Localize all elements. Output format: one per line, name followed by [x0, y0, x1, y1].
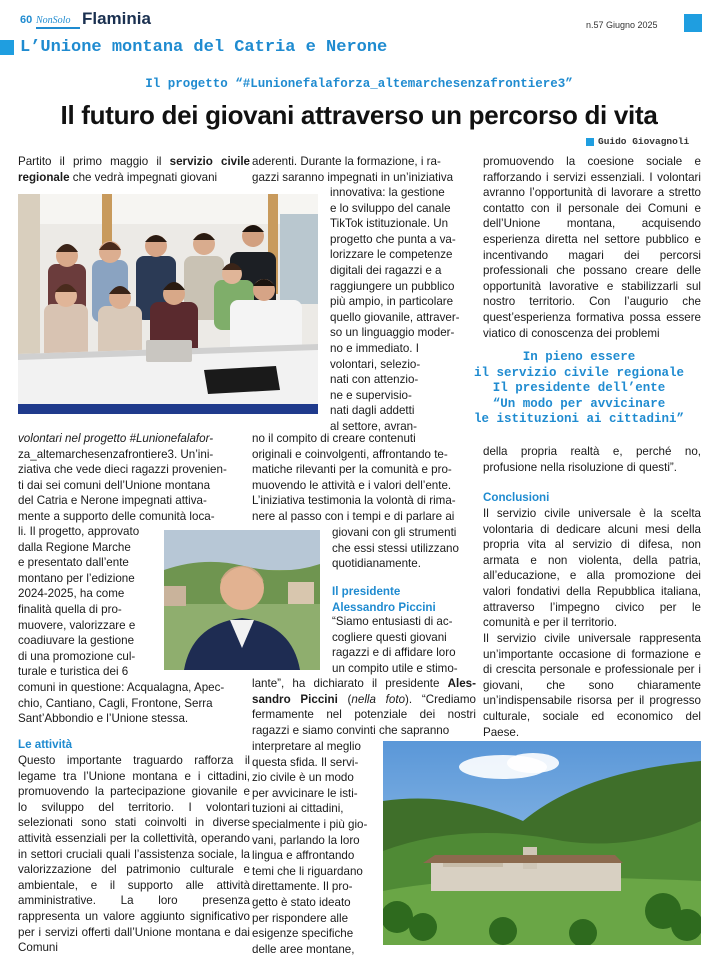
- brand-swoosh: [36, 27, 80, 29]
- col2-line: e lo sviluppo del canale: [330, 201, 451, 215]
- col2-line: esigenze specifiche: [252, 927, 354, 941]
- project-line: Il progetto “#Lunionefalaforza_altemarchesenzafrontiere3”: [145, 77, 573, 91]
- volunteers-group-photo: [18, 194, 318, 414]
- activity-heading: Le attività: [18, 738, 73, 751]
- col2-line: per rispondere alle: [252, 911, 349, 925]
- intro-paragraph: [18, 154, 250, 185]
- president-heading-line: Il presidente: [332, 585, 401, 598]
- monastery-landscape-photo: [383, 741, 701, 945]
- col2-line: vani, parlando la loro: [252, 833, 360, 847]
- statement-paren: (: [337, 692, 352, 706]
- conclusion-heading: Conclusioni: [483, 491, 550, 504]
- col2-line: originali e coinvolgenti, affrontando te-: [252, 447, 448, 461]
- col2-line: no il compito di creare contenuti: [252, 432, 416, 445]
- president-statement: [252, 676, 476, 738]
- intro-text-end: che vedrà impegnati giovani: [69, 170, 218, 184]
- col2-line: che essi stessi utilizzano: [332, 541, 459, 555]
- col1-line: muovere, valorizzare e: [18, 618, 136, 632]
- col2-line: aderenti. Durante la formazione, i ra-: [252, 155, 441, 168]
- col1-line: ziativa che vede dieci ragazzi provenien-: [18, 463, 227, 477]
- col2-line: specialmente i più gio-: [252, 817, 368, 831]
- col2-line: zio civile è un modo: [252, 771, 354, 785]
- col2-line: ragazzi e di affidare loro: [332, 646, 456, 660]
- col1-line: montano per l’edizione: [18, 571, 135, 585]
- col2-line: nere al passo con i tempi e di parlare ai: [252, 509, 455, 523]
- col2-line: delle aree montane,: [252, 942, 355, 956]
- pull-quote: [456, 350, 702, 428]
- col2-line: progetto che punta a va-: [330, 232, 456, 246]
- col2-line: TikTok istituzionale. Un: [330, 217, 449, 231]
- intro-bold: servizio civile regionale: [18, 155, 251, 184]
- col2-line: “Siamo entusiasti di ac-: [332, 615, 453, 628]
- brand-name: Flaminia: [82, 9, 151, 28]
- col2-line: L’iniziativa testimonia la volontà di rima-: [252, 494, 456, 508]
- col1-line: del Catria e Nerone impegnati attiva-: [18, 494, 207, 508]
- intro-text: Partito il primo maggio il: [18, 155, 170, 168]
- col2-line: lingua e affrontando: [252, 849, 355, 863]
- conclusion-text-1: Il servizio civile universale è la scelta volontaria di dedicare alcuni mesi della propria vita al servizio di difesa, non armata e non violenta, della patria, all’educazione, e alla promozione dei valori fondativi della Repubblica italiana, attraverso l’impegno civico per le comunità e per il territorio.: [483, 507, 701, 630]
- col2-line: tuzioni ai cittadini,: [252, 802, 344, 816]
- conclusion-text-2: Il servizio civile universale rappresenta un’importante occasione di formazione e di crescita personale e professionale per i giovani, che sono chiaramente un’indispensabile risorsa per il progresso culturale, sociale ed economico del Paese.: [483, 632, 701, 739]
- president-quote-wrap: [332, 614, 478, 676]
- col1-line: dalla Regione Marche: [18, 540, 131, 554]
- col2-line: interpretare al meglio: [252, 740, 361, 753]
- col2-bottom-wrap: [252, 739, 382, 957]
- col1-line: di una promozione cul-: [18, 649, 136, 663]
- col2-line: ne e supervisio-: [330, 388, 412, 402]
- col2-line: getto è stato ideato: [252, 895, 351, 909]
- col1-line: chio, Cantiano, Cagli, Frontone, Serra: [18, 696, 213, 710]
- col3-top-text: promuovendo la coesione sociale e rafforzando i servizi essenziali. I volontari avranno l’opportunità di lavorare a stretto contatto con il personale dei Comuni e dell’Unione montana, acquisendo esperienza diretta nel settore pubblico e incentivando magari dei percorsi professionali che possano creare delle opportunità lavorative e stabilizzarli sul nostro territorio. Con l’augurio che quest’esperienza formativa possa essere viatico di conoscenza dei problemi: [483, 155, 701, 340]
- col2-line: un compito utile e stimo-: [332, 661, 458, 675]
- author: Guido Giovagnoli: [598, 136, 690, 147]
- president-portrait-photo: [164, 530, 320, 670]
- pull-quote-line: Il presidente dell’ente: [492, 381, 666, 395]
- col2-line: volontari, selezio-: [330, 357, 421, 371]
- pull-quote-line: “Un modo per avvicinare: [492, 396, 666, 411]
- corner-square: [684, 14, 702, 32]
- col1-line: coadiuvare la gestione: [18, 634, 135, 648]
- col2-line: cogliere questi giovani: [332, 630, 447, 644]
- col1-line: e presentato dall’ente: [18, 556, 129, 570]
- col1-line: mente a supporto delle comunità loca-: [18, 509, 215, 523]
- col1-line: ti dai sei comuni dell’Unione montana: [18, 478, 211, 492]
- author-marker: [586, 138, 594, 146]
- col2-line: più ampio, in particolare: [330, 295, 454, 309]
- section-title: L’Unione montana del Catria e Nerone: [20, 38, 388, 57]
- col2-line: temi che li riguardano: [252, 864, 363, 878]
- col1-wrap-text: [18, 524, 168, 680]
- col1-line: 2024-2025, ha come: [18, 587, 125, 601]
- col2-line: muovendo le attività e i valori dell’ente.: [252, 478, 452, 492]
- col2-line: gazzi saranno impegnati in un’iniziativa: [252, 170, 454, 184]
- col1-line: volontari nel progetto #Lunionefalafor-: [18, 432, 214, 445]
- col2-line: digitali dei ragazzi e a: [330, 263, 442, 277]
- col2-line: so un linguaggio moder-: [330, 326, 455, 340]
- col2-mid: [252, 431, 476, 525]
- statement-text-end: ). “Crediamo fermamente nel potenziale dei nostri ragazzi e siamo convinti che sapranno: [252, 692, 476, 737]
- col1-line: turale e turistica dei 6: [18, 665, 129, 679]
- headline: Il futuro dei giovani attraverso un percorso di vita: [60, 100, 658, 130]
- section-marker: [0, 40, 14, 55]
- col2-line: matiche rilevanti per la comunità e pro-: [252, 463, 452, 477]
- col2-line: al settore, avran-: [330, 419, 417, 433]
- col2-line: quello giovanile, attraver-: [330, 310, 460, 324]
- col2-line: nati dagli addetti: [330, 404, 415, 418]
- statement-text: lante”, ha dichiarato il presidente: [252, 677, 448, 690]
- pull-quote-line: il servizio civile regionale: [473, 365, 685, 380]
- col2-line: lorizzare le competenze: [330, 248, 453, 262]
- president-name-line: Alessandro Piccini: [332, 600, 436, 614]
- col1-line: za_altemarchesenzafrontiere3. Un’ini-: [18, 447, 214, 461]
- issue-label: n.57 Giugno 2025: [586, 20, 658, 30]
- col3-after-quote: della propria realtà e, perché no, profusione nella risoluzione di questi”.: [483, 445, 701, 474]
- col2-line: nati con attenzio-: [330, 373, 419, 387]
- col2-line: no e immediato. I: [330, 341, 419, 355]
- col2-line: per avvicinare le isti-: [252, 786, 358, 800]
- col1-line: Sant’Abbondio e l’Unione stessa.: [18, 712, 189, 726]
- col2-mid-wrap: [332, 525, 478, 572]
- col1-line: li. Il progetto, approvato: [18, 525, 140, 538]
- pull-quote-line: le istituzioni ai cittadini”: [473, 412, 685, 426]
- col1-paragraph-1: [18, 431, 250, 525]
- col2-line: raggiungere un pubblico: [330, 279, 455, 293]
- col2-line: direttamente. Il pro-: [252, 880, 353, 894]
- col2-wrap-text: [330, 185, 476, 435]
- col1-line: comuni in questione: Acqualagna, Apec-: [18, 681, 225, 694]
- col1-line: finalità quella di pro-: [18, 602, 122, 616]
- col2-line: quotidianamente.: [332, 557, 421, 571]
- col2-line: questa sfida. Il servi-: [252, 755, 359, 769]
- col1-paragraph-end: [18, 680, 250, 727]
- activity-text: Questo importante traguardo rafforza il legame tra l’Unione montana e i cittadini, promuovendo la partecipazione giovanile e lo sviluppo del territorio. I volontari selezionati sono stati coinvolti in diverse attività essenziali per la collettività, operando in settori cruciali quali l’assistenza sociale, la valorizzazione del patrimonio culturale e ambientale, e il supporto alle attività amministrative. La loro presenza rappresenta un valore aggiunto significativo per i servizi offerti dall’Unione montana e dai Comuni: [18, 754, 250, 955]
- statement-italic: nella foto: [351, 692, 406, 706]
- page-number: 60: [20, 14, 33, 26]
- col2-top: [252, 154, 476, 185]
- col2-line: giovani con gli strumenti: [332, 526, 457, 539]
- pull-quote-line: In pieno essere: [522, 350, 636, 364]
- president-name-bold: Ales-sandro Piccini: [252, 677, 476, 706]
- col2-line: innovativa: la gestione: [330, 186, 445, 199]
- president-heading: [332, 584, 436, 615]
- brand-small: NonSolo: [36, 15, 71, 26]
